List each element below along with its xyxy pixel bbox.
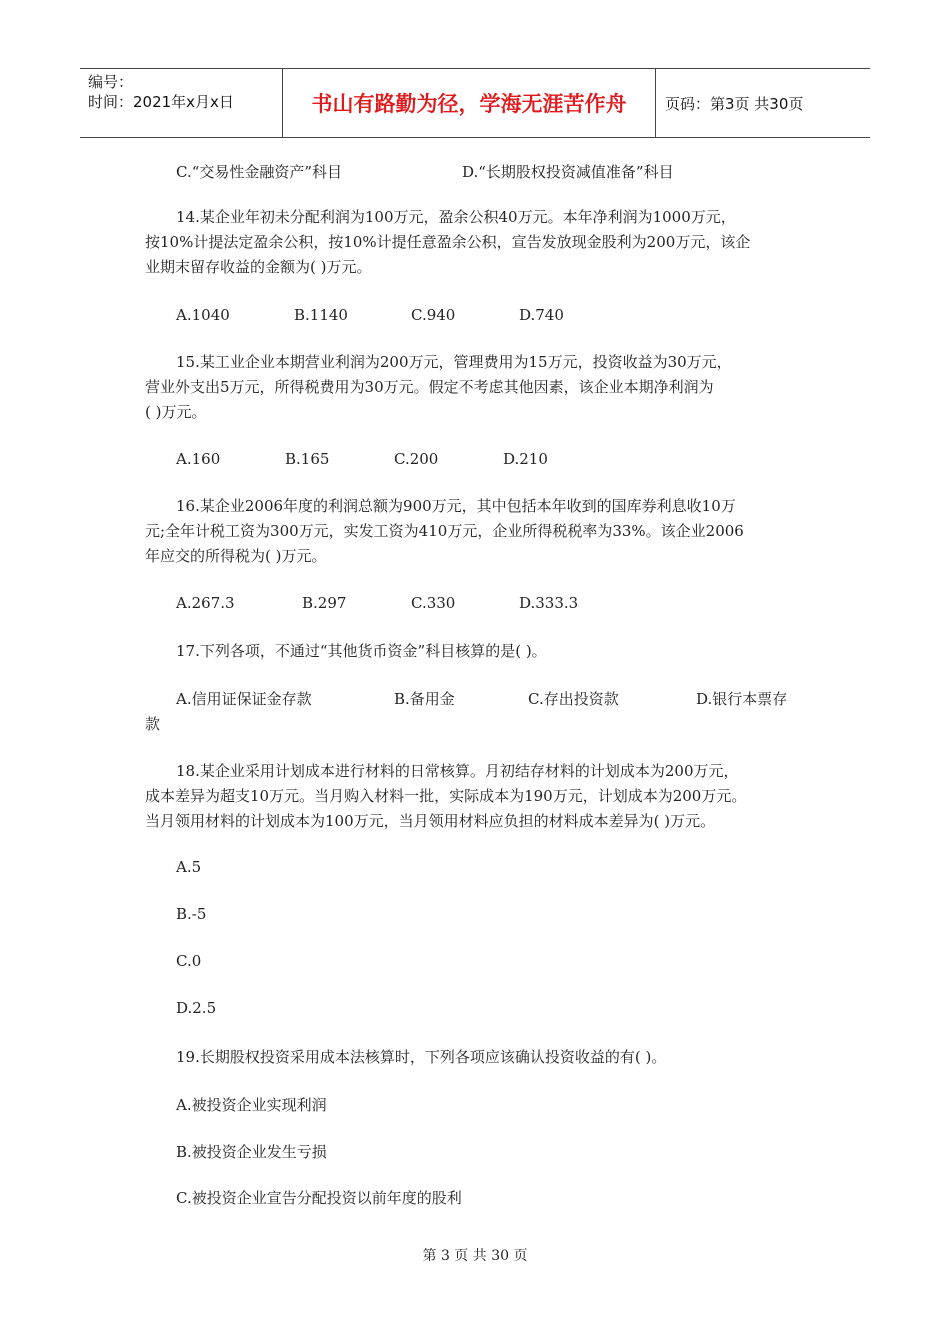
- q14-option-b: B.1140: [294, 306, 348, 324]
- q17-option-c: C.存出投资款: [528, 690, 619, 708]
- q15-option-a: A.160: [176, 450, 221, 468]
- q15-option-d: D.210: [503, 450, 548, 468]
- q14-option-a: A.1040: [176, 306, 230, 324]
- q19-text: 19.长期股权投资采用成本法核算时，下列各项应该确认投资收益的有( )。: [176, 1048, 667, 1066]
- page-footer: 第 3 页 共 30 页: [422, 1248, 528, 1264]
- q18-text-line-2: 成本差异为超支10万元。当月购入材料一批，实际成本为190万元，计划成本为200万元。: [145, 787, 747, 805]
- q14-text-line-3: 业期末留存收益的金额为( )万元。: [145, 258, 372, 276]
- header-page-cell: [656, 69, 870, 137]
- header-motto: 书山有路勤为径，学海无涯苦作舟: [311, 92, 627, 116]
- q15-text-line-2: 营业外支出5万元，所得税费用为30万元。假定不考虑其他因素，该企业本期净利润为: [145, 378, 714, 396]
- header-meta-cell: [80, 69, 283, 137]
- q16-option-b: B.297: [302, 594, 347, 612]
- q18-option-d: D.2.5: [176, 999, 217, 1017]
- q14-option-d: D.740: [519, 306, 564, 324]
- header-motto-cell: [283, 69, 656, 137]
- q15-text-line-1: 15.某工业企业本期营业利润为200万元，管理费用为15万元，投资收益为30万元，: [176, 353, 732, 371]
- q17-option-a: A.信用证保证金存款: [176, 690, 312, 708]
- q15-option-b: B.165: [285, 450, 330, 468]
- document-date-label: 时间：2021年x月x日: [88, 93, 234, 111]
- q16-text-line-2: 元;全年计税工资为300万元，实发工资为410万元，企业所得税税率为33%。该企业2006: [145, 522, 744, 540]
- q19-option-b: B.被投资企业发生亏损: [176, 1143, 327, 1161]
- q18-option-b: B.-5: [176, 905, 207, 923]
- q16-option-d: D.333.3: [519, 594, 579, 612]
- q18-text-line-1: 18.某企业采用计划成本进行材料的日常核算。月初结存材料的计划成本为200万元，: [176, 762, 739, 780]
- page-header: [80, 68, 870, 138]
- header-page-number: 页码：第3页 共30页: [665, 95, 804, 113]
- q19-option-a: A.被投资企业实现利润: [176, 1096, 327, 1114]
- q13-option-d: D.“长期股权投资减值准备”科目: [462, 163, 674, 181]
- q14-text-line-1: 14.某企业年初未分配利润为100万元，盈余公积40万元。本年净利润为1000万元，: [176, 208, 736, 226]
- q18-option-a: A.5: [176, 858, 202, 876]
- q16-option-c: C.330: [411, 594, 456, 612]
- q17-option-b: B.备用金: [394, 690, 455, 708]
- q14-option-c: C.940: [411, 306, 456, 324]
- q15-text-line-3: ( )万元。: [145, 403, 207, 421]
- q19-option-c: C.被投资企业宣告分配投资以前年度的股利: [176, 1189, 462, 1207]
- q17-option-d-continued: 款: [145, 715, 161, 733]
- q14-text-line-2: 按10%计提法定盈余公积，按10%计提任意盈余公积，宣告发放现金股利为200万元，该企: [145, 233, 751, 251]
- q17-text: 17.下列各项，不通过“其他货币资金”科目核算的是( )。: [176, 642, 547, 660]
- q16-text-line-1: 16.某企业2006年度的利润总额为900万元，其中包括本年收到的国库券利息收10万: [176, 497, 736, 515]
- q18-option-c: C.0: [176, 952, 202, 970]
- q15-option-c: C.200: [394, 450, 439, 468]
- document-number-label: 编号：: [88, 73, 134, 91]
- q16-text-line-3: 年应交的所得税为( )万元。: [145, 547, 327, 565]
- q17-option-d: D.银行本票存: [696, 690, 788, 708]
- q16-option-a: A.267.3: [176, 594, 235, 612]
- q18-text-line-3: 当月领用材料的计划成本为100万元，当月领用材料应负担的材料成本差异为( )万元。: [145, 812, 716, 830]
- q13-option-c: C.“交易性金融资产”科目: [176, 163, 343, 181]
